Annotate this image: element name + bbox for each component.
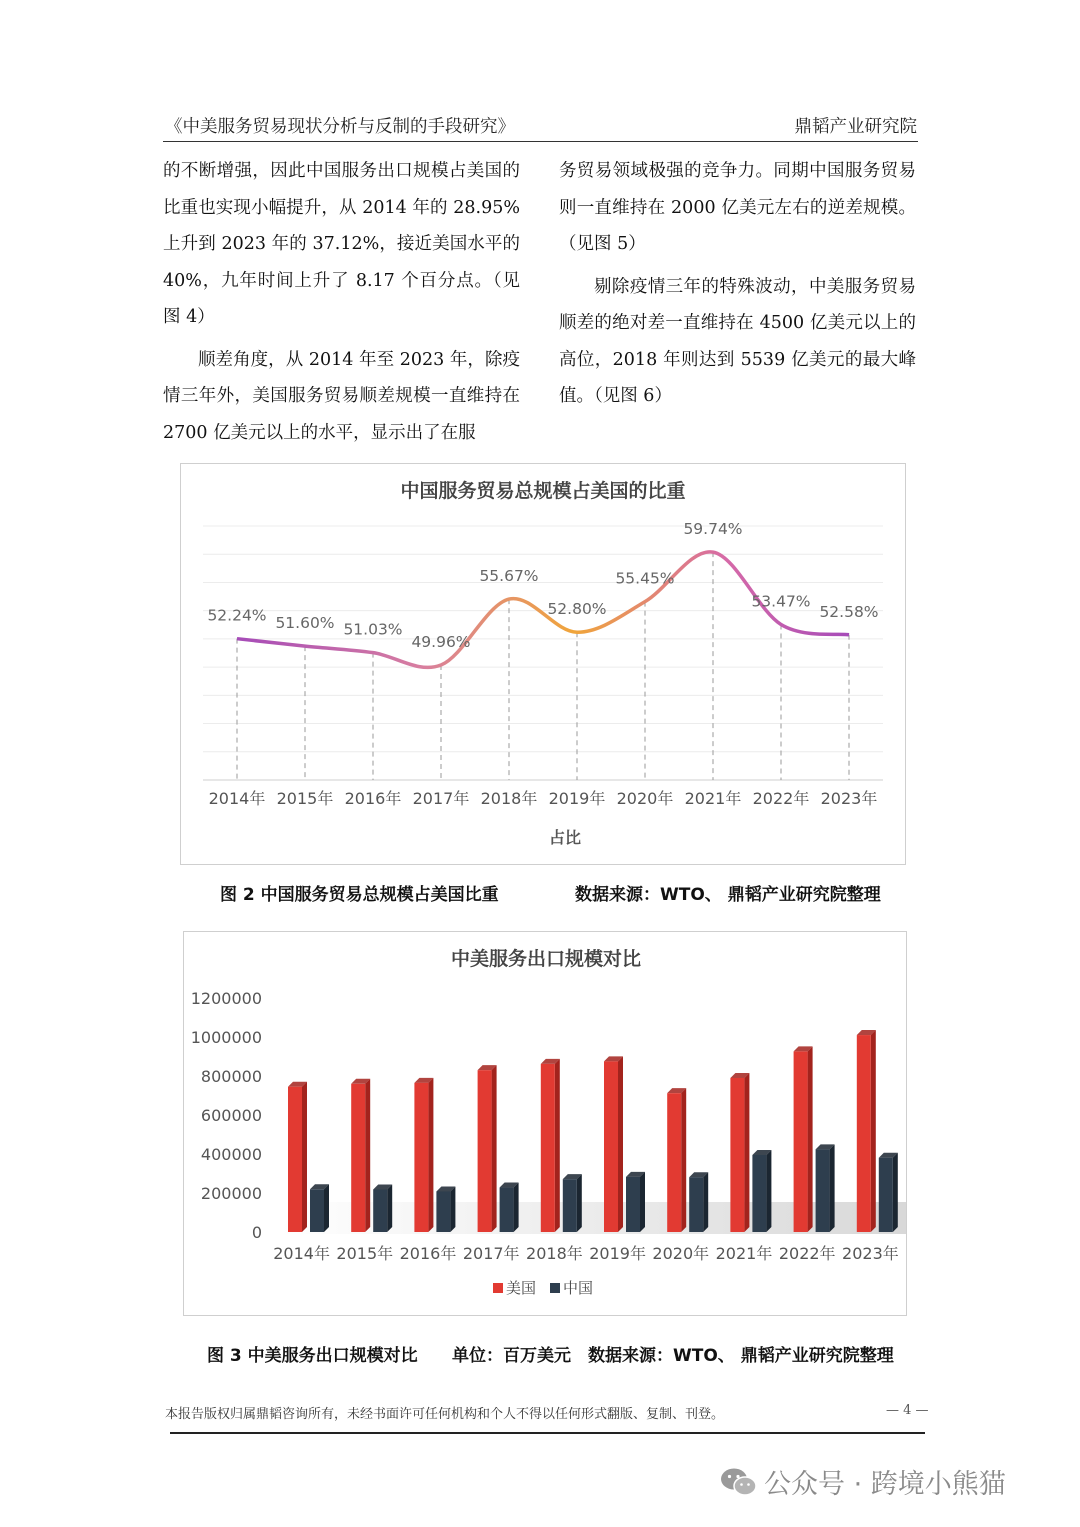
bar-china	[752, 1150, 771, 1232]
header-divider	[163, 141, 918, 142]
line-legend-label: 占比	[549, 828, 582, 847]
bar-usa	[604, 1056, 623, 1232]
line-x-tick-label: 2017年	[412, 789, 470, 808]
line-data-label: 59.74%	[683, 520, 743, 539]
footer-copyright: 本报告版权归属鼎韬咨询所有，未经书面许可任何机构和个人不得以任何形式翻版、复制、刊登。	[165, 1407, 725, 1422]
line-x-tick-label: 2015年	[276, 789, 334, 808]
line-data-label: 51.60%	[275, 614, 335, 633]
figure3-chart-box	[183, 931, 907, 1316]
publisher-name: 鼎韬产业研究院	[794, 117, 917, 137]
legend-usa-label: 美国	[506, 1279, 537, 1297]
paragraph-right-1: 务贸易领域极强的竞争力。同期中国服务贸易则一直维持在 2000 亿美元左右的逆差规模。（见图 5）	[559, 161, 916, 254]
bar-usa	[857, 1030, 876, 1232]
bar-y-tick-label: 400000	[200, 1145, 262, 1164]
bar-usa	[351, 1079, 370, 1232]
bar-x-tick-label: 2015年	[336, 1244, 394, 1263]
bar-x-tick-label: 2016年	[399, 1244, 457, 1263]
bar-china	[310, 1184, 329, 1232]
left-column	[163, 153, 520, 457]
line-data-label: 53.47%	[751, 592, 811, 611]
bar-china	[879, 1153, 898, 1232]
figure3-source: 数据来源：WTO、 鼎韬产业研究院整理	[588, 1346, 894, 1366]
line-x-tick-label: 2023年	[820, 789, 878, 808]
line-x-tick-label: 2022年	[752, 789, 810, 808]
figure3-unit: 单位：百万美元	[452, 1346, 571, 1366]
bar-x-tick-label: 2020年	[652, 1244, 710, 1263]
bar-china	[689, 1172, 708, 1232]
bar-x-tick-label: 2023年	[842, 1244, 899, 1263]
line-data-label: 55.67%	[479, 567, 539, 586]
wechat-icon	[720, 1466, 758, 1498]
line-x-tick-label: 2019年	[548, 789, 606, 808]
bar-china	[373, 1184, 392, 1232]
bar-x-tick-label: 2017年	[462, 1244, 520, 1263]
line-x-tick-label: 2018年	[480, 789, 538, 808]
figure3-caption: 图 3 中美服务出口规模对比	[207, 1346, 418, 1366]
bar-y-tick-label: 600000	[200, 1106, 262, 1125]
line-data-label: 52.80%	[547, 600, 607, 619]
bar-usa	[478, 1065, 497, 1232]
bar-usa	[414, 1078, 433, 1232]
bar-usa	[667, 1088, 686, 1232]
bar-x-tick-label: 2021年	[715, 1244, 773, 1263]
bar-x-tick-label: 2018年	[526, 1244, 583, 1263]
line-x-tick-label: 2014年	[208, 789, 266, 808]
paragraph-left-2: 顺差角度，从 2014 年至 2023 年，除疫情三年外，美国服务贸易顺差规模一直维持在 2700 亿美元以上的水平，显示出了在服	[163, 349, 520, 443]
bar-x-tick-label: 2022年	[778, 1244, 836, 1263]
line-x-tick-label: 2021年	[684, 789, 742, 808]
watermark	[720, 1462, 1006, 1501]
line-data-label: 51.03%	[343, 620, 403, 639]
paragraph-left-1: 的不断增强，因此中国服务出口规模占美国的比重也实现小幅提升，从 2014 年的 28.95%上升到 2023 年的 37.12%，接近美国水平的 40%，九年时间上升了 8.17 个百分点。（见图 4）	[163, 161, 520, 327]
bar-china	[626, 1172, 645, 1232]
bar-y-tick-label: 0	[251, 1223, 262, 1242]
bar-y-tick-label: 1200000	[190, 989, 262, 1008]
bar-x-tick-label: 2019年	[589, 1244, 646, 1263]
figure2-chart-box	[180, 463, 906, 865]
page-number: — 4 —	[886, 1403, 929, 1418]
bar-chart	[184, 932, 906, 1315]
bar-usa	[288, 1082, 307, 1232]
line-data-label: 52.58%	[819, 602, 879, 621]
bar-x-tick-label: 2014年	[273, 1244, 330, 1263]
line-data-label: 49.96%	[411, 633, 471, 652]
watermark-text: 公众号 · 跨境小熊猫	[764, 1469, 1006, 1500]
line-chart-title: 中国服务贸易总规模占美国的比重	[400, 480, 686, 502]
bar-china	[436, 1186, 455, 1232]
bar-usa	[730, 1073, 749, 1232]
figure2-caption: 图 2 中国服务贸易总规模占美国比重	[220, 885, 499, 905]
legend-china-swatch	[550, 1283, 560, 1293]
line-data-label: 55.45%	[615, 569, 675, 588]
bar-usa	[541, 1059, 560, 1232]
bar-usa	[794, 1046, 813, 1232]
bar-china	[816, 1144, 835, 1232]
bar-y-tick-label: 200000	[200, 1184, 262, 1203]
bar-chart-title: 中美服务出口规模对比	[450, 948, 642, 970]
bar-china	[500, 1183, 519, 1232]
legend-usa-swatch	[493, 1283, 503, 1293]
report-title: 《中美服务贸易现状分析与反制的手段研究》	[165, 117, 515, 137]
line-data-label: 52.24%	[207, 606, 267, 625]
line-chart	[181, 464, 905, 864]
figure2-source: 数据来源：WTO、 鼎韬产业研究院整理	[575, 885, 881, 905]
bar-y-tick-label: 800000	[200, 1067, 262, 1086]
right-column	[559, 153, 916, 421]
bar-china	[563, 1174, 582, 1232]
bar-y-tick-label: 1000000	[190, 1028, 262, 1047]
line-x-tick-label: 2020年	[616, 789, 674, 808]
paragraph-right-2: 剔除疫情三年的特殊波动，中美服务贸易顺差的绝对差一直维持在 4500 亿美元以上的高位，2018 年则达到 5539 亿美元的最大峰值。（见图 6）	[559, 276, 916, 406]
legend-china-label: 中国	[563, 1279, 594, 1297]
line-x-tick-label: 2016年	[344, 789, 402, 808]
footer-divider	[170, 1432, 925, 1434]
